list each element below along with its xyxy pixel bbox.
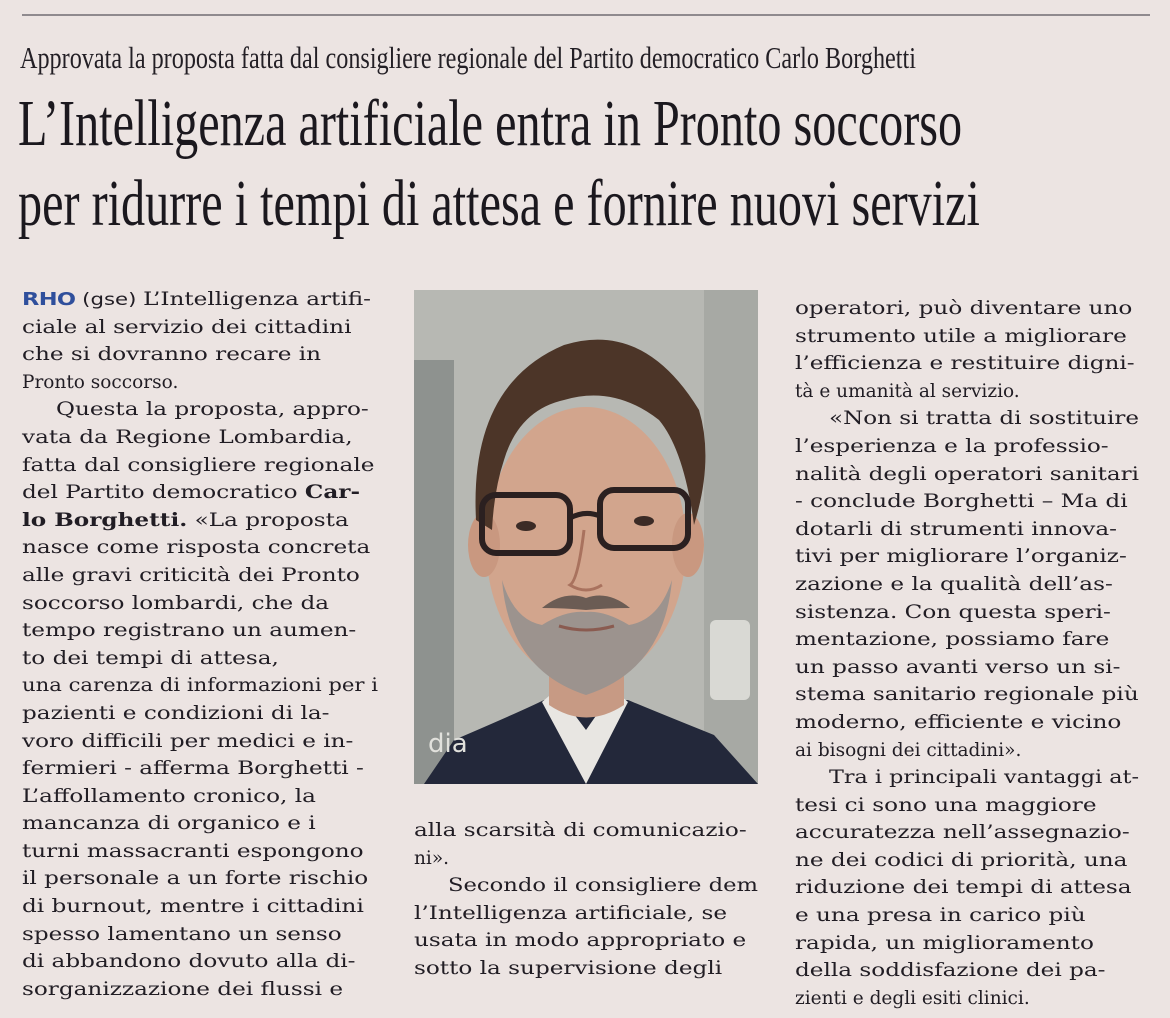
text-line-content: tempo registrano un aumen-: [22, 620, 357, 642]
text-line: [795, 709, 1140, 737]
text-line: [22, 617, 382, 645]
text-line-content: fatta dal consigliere regionale: [22, 454, 375, 476]
text-line-content: alla scarsità di comunicazio-: [414, 820, 747, 841]
text-line: [414, 955, 759, 983]
text-line-content: L’affollamento cronico, la: [22, 785, 316, 807]
text-line-content: sorganizzazione dei flussi e: [22, 978, 344, 1000]
text-line: [414, 900, 759, 928]
text-line: [22, 452, 382, 480]
text-line: [22, 396, 382, 424]
text-line-content: della soddisfazione dei pa-: [795, 960, 1106, 982]
text-line-content: pazienti e condizioni di la-: [22, 702, 330, 724]
text-line: [795, 874, 1140, 902]
text-line-content: to dei tempi di attesa,: [22, 647, 279, 669]
text-line: [22, 921, 382, 949]
text-line-content: sotto la supervisione degli: [414, 957, 723, 979]
text-line: [22, 507, 382, 535]
text-line: [22, 948, 382, 976]
portrait-illustration: [414, 290, 758, 784]
author-photo: [414, 290, 758, 784]
text-line-content: del Partito democratico Car-: [22, 482, 361, 504]
text-line-content: mentazione, possiamo fare: [795, 629, 1110, 651]
text-line-content: ciale al servizio dei cittadini: [22, 316, 352, 338]
text-line: [22, 424, 382, 452]
text-line: [795, 543, 1140, 571]
headline-line-2: per ridurre i tempi di attesa e fornire nuovi servizi: [18, 167, 980, 240]
text-line: [22, 755, 382, 783]
text-line-content: il personale a un forte rischio: [22, 868, 369, 890]
photo-background-text: dia: [428, 729, 468, 759]
text-line: [22, 369, 382, 397]
text-line-content: l’Intelligenza artificiale, se: [414, 902, 728, 924]
text-line-content: sistenza. Con questa speri-: [795, 601, 1111, 623]
text-line: [22, 286, 382, 314]
text-line: [22, 865, 382, 893]
text-line: [22, 479, 382, 507]
text-line: [795, 405, 1140, 433]
text-line-content: una carenza di informazioni per i: [22, 675, 378, 697]
text-line: [22, 590, 382, 618]
text-line: [22, 672, 382, 700]
text-line: [795, 764, 1140, 792]
text-line-content: - conclude Borghetti – Ma di: [795, 491, 1128, 513]
text-line: [795, 626, 1140, 654]
top-rule: [22, 14, 1150, 16]
text-line-content: accuratezza nell’assegnazio-: [795, 822, 1130, 844]
text-line-content: moderno, efficiente e vicino: [795, 711, 1122, 733]
text-line-content: di abbandono dovuto alla di-: [22, 951, 356, 973]
text-line-content: Secondo il consigliere dem: [448, 875, 758, 897]
text-line-content: tesi ci sono una maggiore: [795, 794, 1097, 816]
text-line: [414, 927, 759, 955]
text-line: [795, 902, 1140, 930]
text-line-content: tivi per migliorare l’organiz-: [795, 546, 1127, 568]
article-headline: [18, 84, 980, 244]
text-line: [414, 817, 759, 845]
text-line-content: ni».: [414, 847, 450, 869]
text-line: [22, 783, 382, 811]
text-line-content: di burnout, mentre i cittadini: [22, 896, 364, 918]
article-column-2: [414, 817, 759, 983]
text-line-content: stema sanitario regionale più: [795, 684, 1139, 706]
text-line: [22, 645, 382, 673]
text-line: [22, 700, 382, 728]
text-line-content: «Non si tratta di sostituire: [829, 408, 1140, 430]
text-line: [795, 681, 1140, 709]
text-line: [795, 350, 1140, 378]
text-line: [795, 488, 1140, 516]
text-line: [22, 893, 382, 921]
text-line: [795, 737, 1140, 765]
text-line-content: dotarli di strumenti innova-: [795, 518, 1117, 540]
text-line: [22, 314, 382, 342]
text-line: [795, 295, 1140, 323]
article-column-3: [795, 295, 1140, 1012]
text-line-content: nalità degli operatori sanitari: [795, 463, 1139, 485]
text-line: [795, 985, 1140, 1013]
text-line-content: l’esperienza e la professio-: [795, 435, 1109, 457]
text-line: [795, 599, 1140, 627]
text-line: [22, 534, 382, 562]
text-line-content: nasce come risposta concreta: [22, 537, 371, 559]
text-line-content: un passo avanti verso un si-: [795, 656, 1121, 678]
text-line-content: voro difficili per medici e in-: [22, 730, 354, 752]
text-line-content: zazione e la qualità dell’as-: [795, 573, 1113, 595]
text-line-content: vata da Regione Lombardia,: [22, 426, 353, 448]
text-line-content: Questa la proposta, appro-: [56, 399, 369, 421]
text-line: [22, 838, 382, 866]
text-line: [22, 341, 382, 369]
text-line: [795, 792, 1140, 820]
text-line: [795, 323, 1140, 351]
text-line-content: strumento utile a migliorare: [795, 325, 1127, 347]
article-kicker: Approvata la proposta fatta dal consigliere regionale del Partito democratico Carlo Borghetti: [20, 40, 916, 75]
text-line-content: ne dei codici di priorità, una: [795, 849, 1128, 871]
text-line: [795, 461, 1140, 489]
text-line: [22, 810, 382, 838]
text-line: [22, 728, 382, 756]
text-line: [795, 654, 1140, 682]
text-line-content: lo Borghetti. «La proposta: [22, 509, 349, 531]
text-line-content: e una presa in carico più: [795, 905, 1086, 927]
text-line-content: operatori, può diventare uno: [795, 298, 1133, 319]
text-line: [795, 433, 1140, 461]
text-line-content: Tra i principali vantaggi at-: [829, 767, 1139, 789]
text-line: [414, 872, 759, 900]
text-line-content: zienti e degli esiti clinici.: [795, 987, 1030, 1009]
text-line-content: Pronto soccorso.: [22, 371, 179, 393]
text-line-content: turni massacranti espongono: [22, 840, 364, 862]
text-line-content: usata in modo appropriato e: [414, 930, 747, 952]
text-line-content: soccorso lombardi, che da: [22, 592, 330, 614]
text-line-content: L’Intelligenza artifi-: [143, 289, 371, 310]
text-line: [795, 819, 1140, 847]
text-line: [795, 930, 1140, 958]
headline-line-1: L’Intelligenza artificiale entra in Pronto soccorso: [18, 87, 963, 160]
text-line-content: fermieri - afferma Borghetti -: [22, 758, 364, 780]
dateline-author: (gse): [75, 290, 144, 310]
text-line-content: alle gravi criticità dei Pronto: [22, 564, 360, 586]
text-line-content: spesso lamentano un senso: [22, 923, 342, 945]
text-line-content: riduzione dei tempi di attesa: [795, 877, 1132, 899]
text-line-content: che si dovranno recare in: [22, 344, 322, 366]
text-line-content: ai bisogni dei cittadini».: [795, 739, 1022, 761]
dateline-place: RHO: [22, 289, 76, 310]
text-line-content: rapida, un miglioramento: [795, 932, 1094, 954]
text-line: [795, 957, 1140, 985]
text-line: [795, 571, 1140, 599]
article-column-1: [22, 286, 382, 1003]
text-line: [795, 378, 1140, 406]
text-line-content: [22, 286, 371, 315]
text-line: [795, 847, 1140, 875]
text-line: [22, 562, 382, 590]
text-line: [22, 976, 382, 1004]
text-line: [414, 845, 759, 873]
text-line: [795, 516, 1140, 544]
text-line-content: mancanza di organico e i: [22, 813, 316, 835]
text-line-content: l’efficienza e restituire digni-: [795, 353, 1135, 375]
text-line-content: tà e umanità al servizio.: [795, 380, 1020, 402]
